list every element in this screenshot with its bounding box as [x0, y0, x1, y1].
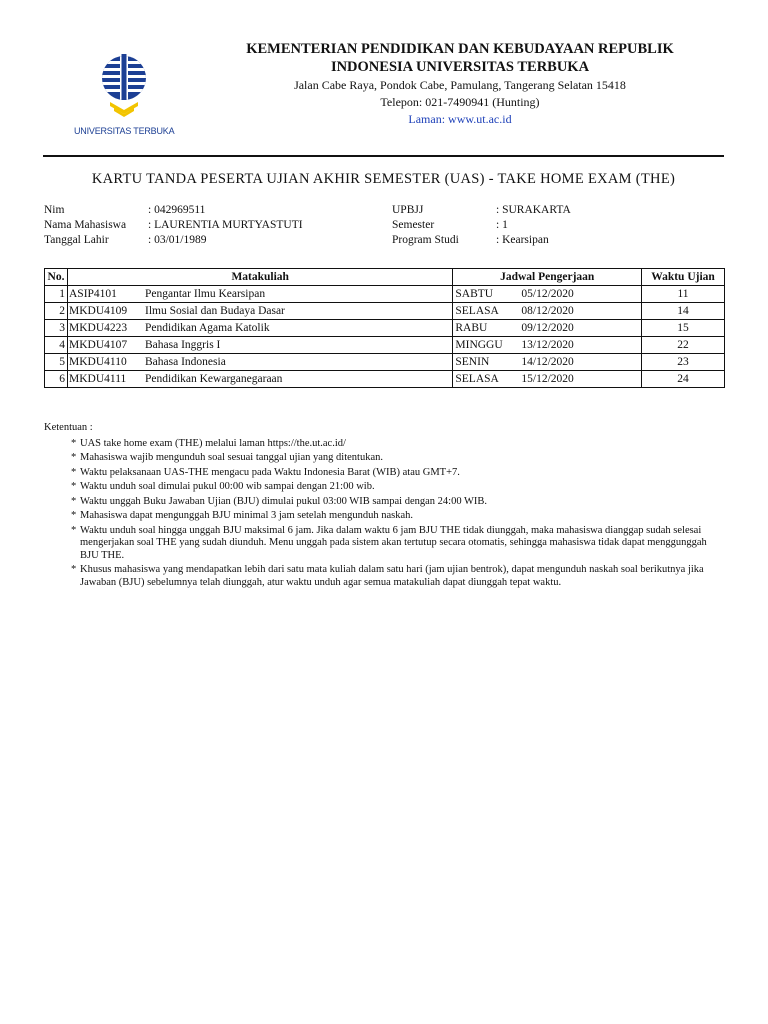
letterhead: [180, 40, 740, 127]
header-matakuliah: Matakuliah: [68, 269, 453, 286]
terms-section: [44, 422, 724, 591]
term-text: Waktu unduh soal hingga unggah BJU maksimal 6 jam. Jika dalam waktu 6 jam BJU THE tidak diunggah, maka mahasiswa dianggap sudah selesai mengerjakan soal THE yang sudah diunduh. Menu unggah pada sistem akan tertutup secara otomatis, sehingga mahasiswa tidak dapat menggunggah BJU THE.: [80, 524, 707, 561]
exam-time: 22: [642, 337, 725, 354]
list-item: [44, 481, 724, 494]
nama-value: : LAURENTIA MURTYASTUTI: [148, 219, 303, 231]
course-code: MKDU4111: [68, 371, 144, 388]
row-no: 5: [45, 354, 68, 371]
bullet: *: [71, 564, 77, 575]
bullet: *: [71, 452, 77, 463]
exam-day: SELASA: [453, 303, 520, 320]
header-no: No.: [45, 269, 68, 286]
upbjj-row: [392, 203, 571, 218]
course-code: MKDU4110: [68, 354, 144, 371]
university-name: INDONESIA UNIVERSITAS TERBUKA: [330, 59, 590, 75]
course-code: MKDU4223: [68, 320, 144, 337]
term-text: Mahasiswa dapat mengunggah BJU minimal 3 jam setelah mengunduh naskah.: [80, 510, 414, 521]
term-text: Waktu unduh soal dimulai pukul 00:00 wib sampai dengan 21:00 wib.: [80, 481, 375, 492]
nama-row: [44, 218, 303, 233]
exam-schedule-table: [44, 268, 725, 388]
course-code: ASIP4101: [68, 286, 144, 303]
upbjj-label: UPBJJ: [392, 204, 424, 216]
term-text: Waktu unggah Buku Jawaban Ujian (BJU) dimulai pukul 03:00 WIB sampai dengan 24:00 WIB.: [80, 495, 488, 507]
university-logo: [74, 48, 174, 140]
nim-label: Nim: [44, 204, 65, 216]
bullet: *: [71, 495, 77, 507]
exam-time: 14: [642, 303, 725, 320]
course-name: Bahasa Indonesia: [143, 354, 453, 371]
student-info-right: [392, 203, 571, 248]
table-row: [45, 320, 725, 337]
term-text: Waktu pelaksanaan UAS-THE mengacu pada Waktu Indonesia Barat (WIB) atau GMT+7.: [80, 466, 460, 478]
table-row: [45, 354, 725, 371]
lahir-label: Tanggal Lahir: [44, 234, 109, 246]
exam-date: 09/12/2020: [519, 320, 641, 337]
student-info-left: [44, 203, 303, 248]
exam-day: SENIN: [453, 354, 520, 371]
bullet: *: [71, 510, 77, 521]
phone: Telepon: 021-7490941 (Hunting): [380, 95, 540, 109]
exam-day: SELASA: [453, 371, 520, 388]
course-name: Pengantar Ilmu Kearsipan: [143, 286, 453, 303]
lahir-row: [44, 233, 303, 248]
document-title: KARTU TANDA PESERTA UJIAN AKHIR SEMESTER (UAS) - TAKE HOME EXAM (THE): [91, 171, 676, 187]
list-item: [44, 525, 724, 563]
exam-date: 13/12/2020: [519, 337, 641, 354]
exam-day: MINGGU: [453, 337, 520, 354]
list-item: [44, 510, 724, 523]
exam-date: 14/12/2020: [519, 354, 641, 371]
exam-day: SABTU: [453, 286, 520, 303]
semester-label: Semester: [392, 219, 435, 231]
row-no: 1: [45, 286, 68, 303]
list-item: [44, 496, 724, 509]
address: Jalan Cabe Raya, Pondok Cabe, Pamulang, Tangerang Selatan 15418: [294, 78, 626, 92]
lahir-value: : 03/01/1989: [148, 234, 207, 246]
row-no: 3: [45, 320, 68, 337]
exam-time: 15: [642, 320, 725, 337]
website-link[interactable]: Laman: www.ut.ac.id: [408, 112, 512, 126]
course-code: MKDU4107: [68, 337, 144, 354]
prodi-label: Program Studi: [392, 234, 459, 246]
course-name: Pendidikan Kewarganegaraan: [143, 371, 453, 388]
semester-row: [392, 218, 571, 233]
table-row: [45, 303, 725, 320]
nim-row: [44, 203, 303, 218]
exam-time: 23: [642, 354, 725, 371]
term-text: Khusus mahasiswa yang mendapatkan lebih dari satu mata kuliah dalam satu hari (jam ujian bentrok), dapat mengunduh naskah soal berikutnya jika Jawaban (BJU) sebelumnya telah diunggah, atur waktu unduh agar semua matakuliah dapat diunggah tepat waktu.: [80, 564, 704, 588]
row-no: 2: [45, 303, 68, 320]
list-item: [44, 467, 724, 480]
table-row: [45, 286, 725, 303]
exam-time: 11: [642, 286, 725, 303]
list-item: [44, 564, 724, 589]
exam-date: 08/12/2020: [519, 303, 641, 320]
nim-value: : 042969511: [148, 204, 206, 216]
row-no: 4: [45, 337, 68, 354]
term-text: Mahasiswa wajib mengunduh soal sesuai tanggal ujian yang ditentukan.: [80, 452, 383, 463]
list-item: [44, 438, 724, 451]
bullet: *: [71, 481, 77, 492]
bullet: *: [71, 437, 77, 449]
prodi-value: : Kearsipan: [496, 234, 549, 246]
term-text: UAS take home exam (THE) melalui laman https://the.ut.ac.id/: [80, 437, 346, 449]
exam-time: 24: [642, 371, 725, 388]
course-code: MKDU4109: [68, 303, 144, 320]
ministry-name: KEMENTERIAN PENDIDIKAN DAN KEBUDAYAAN REPUBLIK: [246, 41, 674, 57]
course-name: Bahasa Inggris I: [143, 337, 453, 354]
terms-title: Ketentuan :: [44, 422, 93, 433]
semester-value: : 1: [496, 219, 508, 231]
bullet: *: [71, 466, 77, 478]
header-waktu: Waktu Ujian: [642, 269, 725, 286]
prodi-row: [392, 233, 571, 248]
list-item: [44, 452, 724, 465]
logo-caption: UNIVERSITAS TERBUKA: [74, 126, 175, 136]
course-name: Ilmu Sosial dan Budaya Dasar: [143, 303, 453, 320]
ut-emblem-icon: [96, 48, 152, 120]
terms-list: [44, 438, 724, 590]
table-row: [45, 337, 725, 354]
row-no: 6: [45, 371, 68, 388]
header-jadwal: Jadwal Pengerjaan: [453, 269, 642, 286]
bullet: *: [71, 524, 77, 536]
exam-day: RABU: [453, 320, 520, 337]
table-row: [45, 371, 725, 388]
table-header-row: [45, 269, 725, 286]
course-name: Pendidikan Agama Katolik: [143, 320, 453, 337]
upbjj-value: : SURAKARTA: [496, 204, 571, 216]
exam-date: 05/12/2020: [519, 286, 641, 303]
exam-date: 15/12/2020: [519, 371, 641, 388]
header-divider: [43, 155, 724, 157]
nama-label: Nama Mahasiswa: [44, 219, 127, 231]
